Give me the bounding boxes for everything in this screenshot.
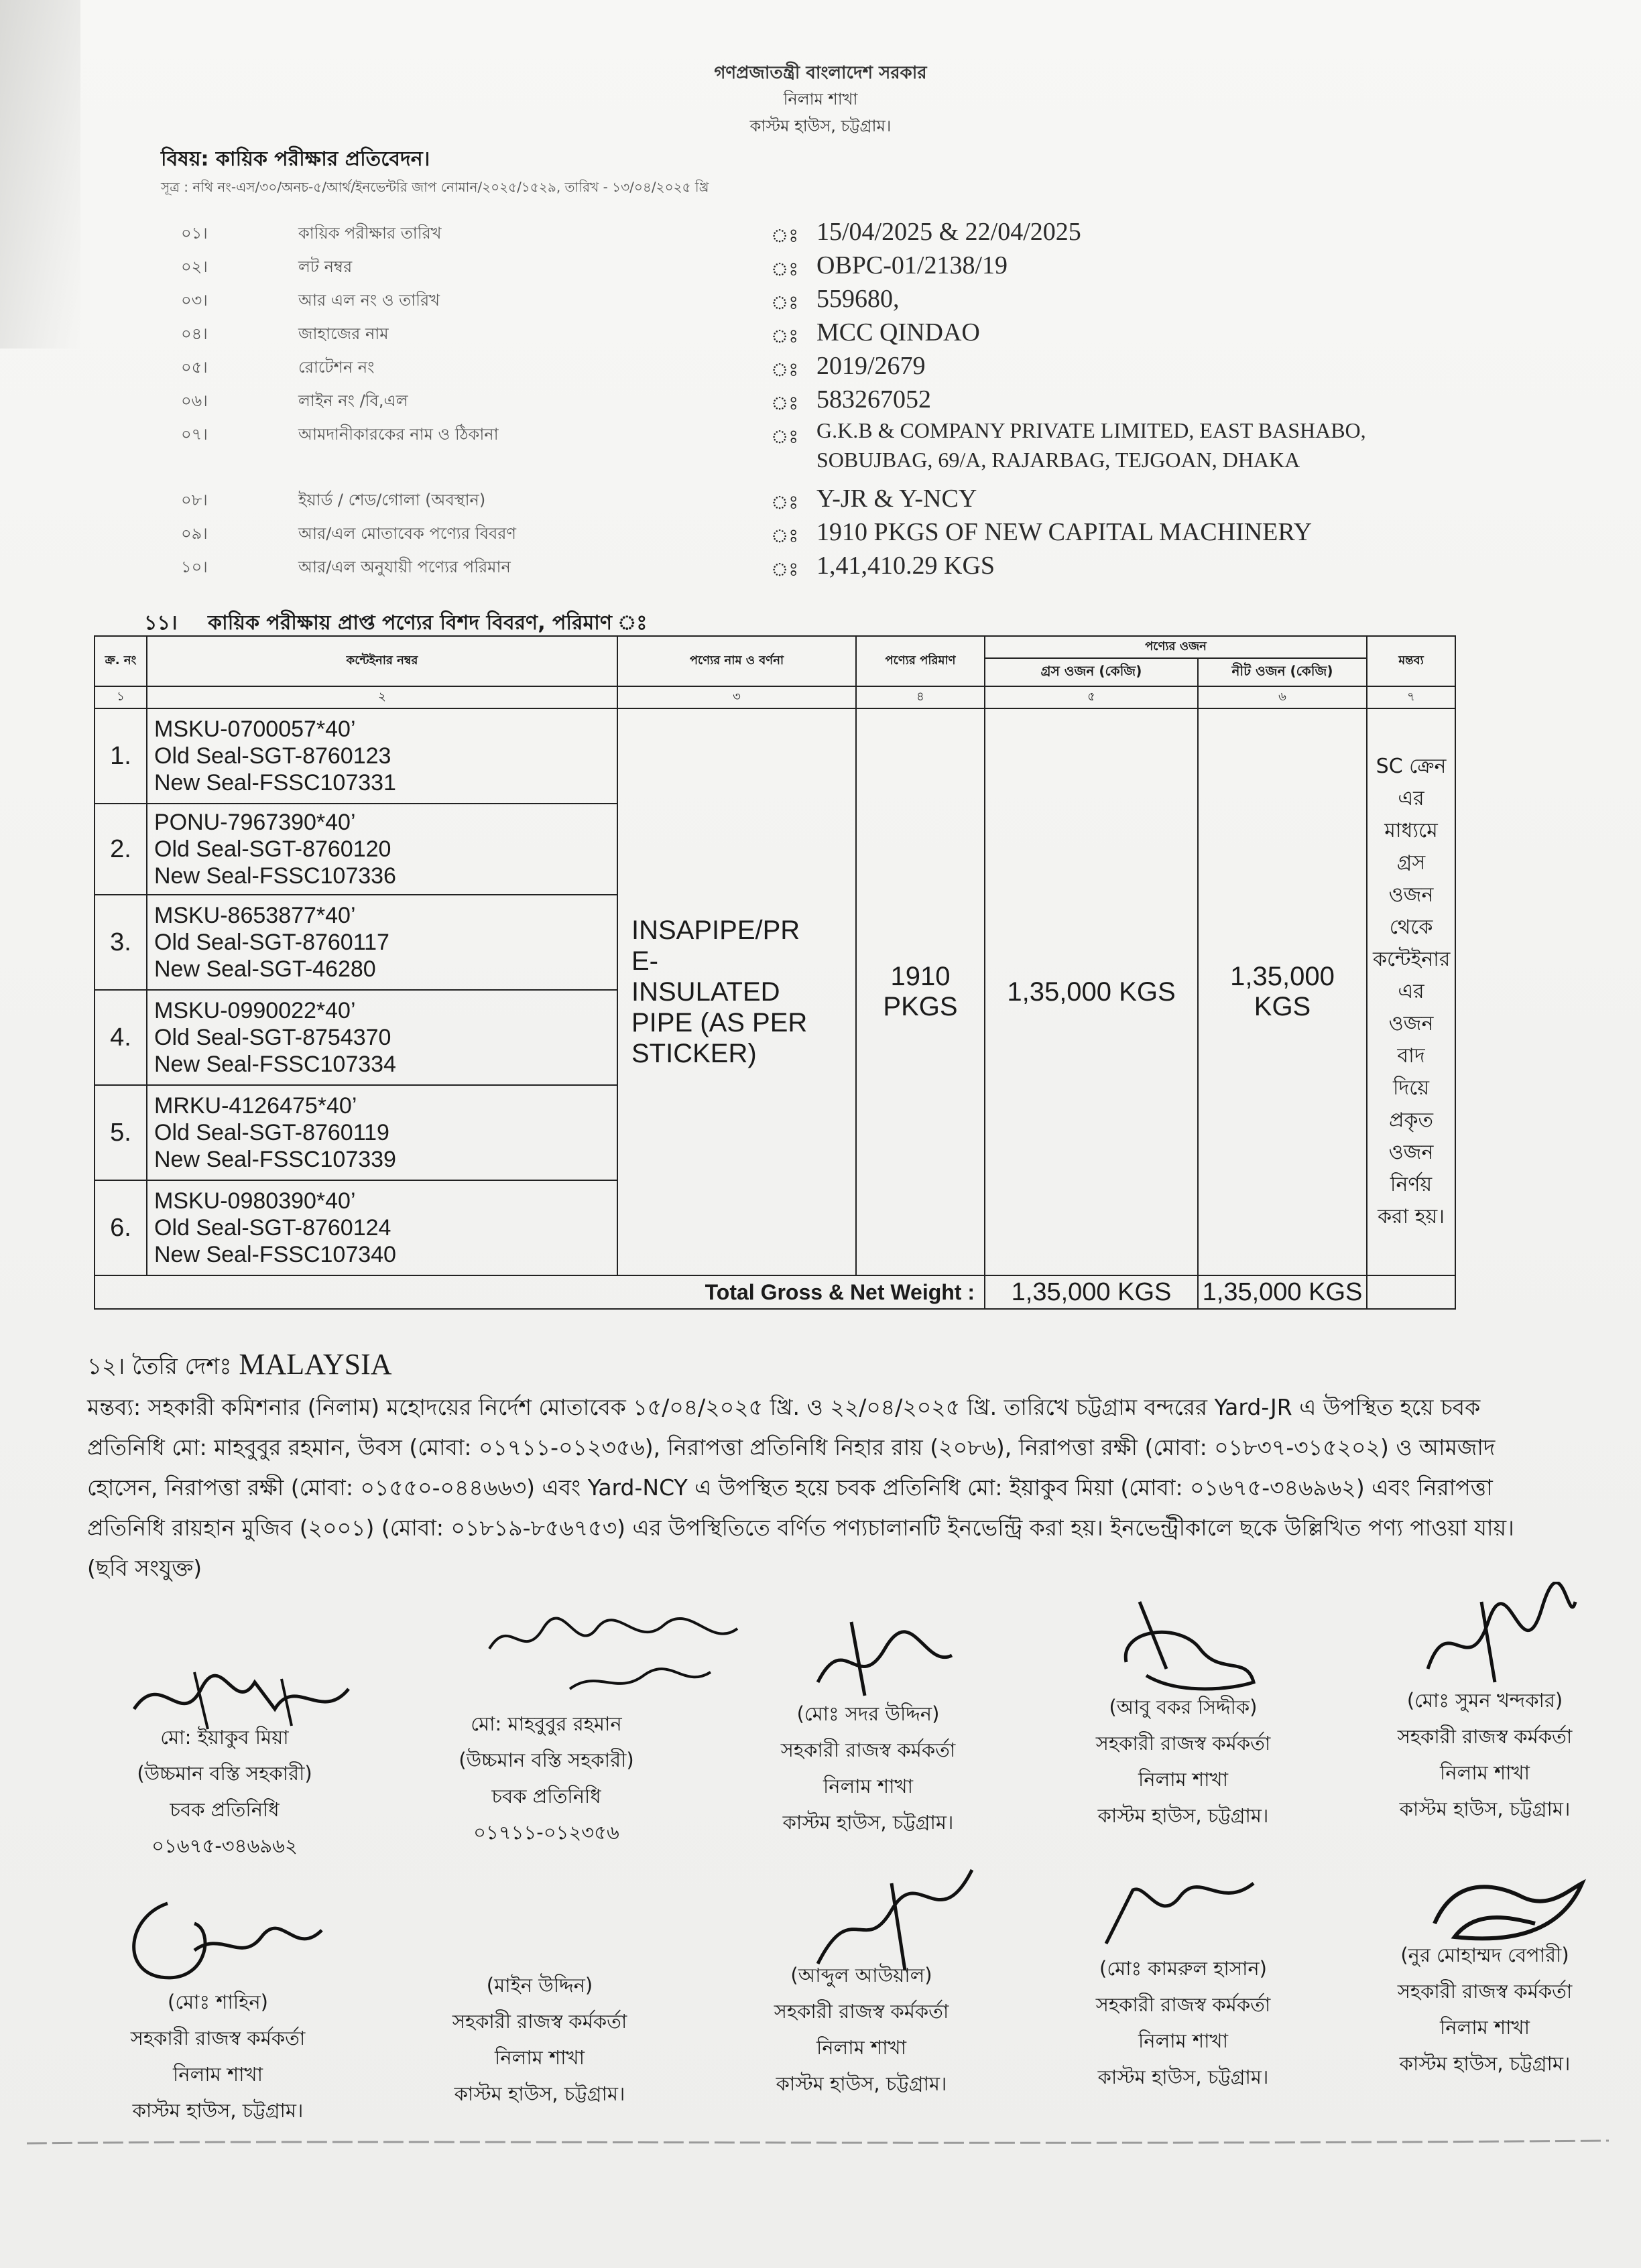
table-header-row [95, 636, 1455, 658]
header-serial: ক্র. নং [95, 636, 147, 686]
container-cell [147, 1180, 617, 1275]
column-number: ৫ [985, 686, 1198, 708]
row-serial: 2. [95, 804, 147, 895]
field-number: ০৩। [181, 291, 208, 310]
new-seal: New Seal-FSSC107339 [154, 1147, 396, 1172]
header-quantity: পণ্যের পরিমাণ [856, 636, 985, 686]
container-number: PONU-7967390*40’ [154, 810, 356, 835]
signature-scribble [1099, 1588, 1267, 1702]
signature-scribble [1093, 1870, 1267, 1957]
country-of-origin [87, 1347, 392, 1387]
field-value: 583267052 [816, 385, 931, 414]
field-value: 2019/2679 [816, 352, 926, 380]
net-weight-cell: 1,35,000 KGS [1198, 708, 1367, 1275]
bleed-through-line [0, 2138, 1641, 2147]
signature-scribble [1408, 1582, 1582, 1696]
signatory-contact: কাস্টম হাউস, চট্টগ্রাম। [782, 1811, 954, 1834]
signatory-contact: কাস্টম হাউস, চট্টগ্রাম। [1399, 2052, 1571, 2075]
field-number: ০৪। [181, 324, 208, 343]
signatory-block [74, 1984, 362, 2129]
field-label: কায়িক পরীক্ষার তারিখ [298, 224, 442, 243]
remarks-line: দিয়ে প্রকৃত [1389, 1076, 1433, 1132]
column-number: ১ [95, 686, 147, 708]
description-cell [617, 708, 856, 1275]
new-seal: New Seal-FSSC107334 [154, 1052, 396, 1077]
row-serial: 4. [95, 990, 147, 1085]
total-empty-cell [1367, 1275, 1455, 1309]
signatory-contact: কাস্টম হাউস, চট্টগ্রাম। [776, 2072, 947, 2095]
field-colon: ঃ [771, 258, 799, 280]
table-total-row [95, 1275, 1455, 1309]
signatory-office: নিলাম শাখা [495, 2046, 585, 2069]
signatory-designation: (উচ্চমান বস্তি সহকারী) [459, 1749, 634, 1771]
field-number: ১০। [181, 558, 208, 576]
field-number: ০২। [181, 257, 208, 276]
signatory-designation: সহকারী রাজস্ব কর্মকর্তা [780, 1739, 956, 1761]
signatory-office: চবক প্রতিনিধি [170, 1798, 280, 1821]
subject-line: বিষয়: কায়িক পরীক্ষার প্রতিবেদন। [161, 147, 430, 171]
signatory-block [1039, 1689, 1327, 1834]
old-seal: Old Seal-SGT-8760124 [154, 1215, 391, 1241]
field-row [0, 518, 1641, 555]
field-label: লট নম্বর [298, 257, 353, 276]
description-line: E- [631, 946, 658, 976]
container-number: MSKU-0980390*40’ [154, 1188, 356, 1214]
header-weight: পণ্যের ওজন [985, 636, 1367, 658]
signatory-designation: সহকারী রাজস্ব কর্মকর্তা [774, 2000, 949, 2023]
field-value: MCC QINDAO [816, 318, 980, 346]
remarks-line: ওজন নির্ণয় [1388, 1141, 1434, 1196]
header-remarks: মন্তব্য [1367, 636, 1455, 686]
field-colon: ঃ [771, 225, 799, 247]
reference-line: সূত্র : নথি নং-এস/৩০/অনচ-৫/আর্থ/ইনভেন্টরি জাপ নোমান/২০২৫/১৫২৯, তারিখ - ১৩/০৪/২০২৫ খ্রি [161, 179, 709, 195]
table-row [95, 708, 1455, 804]
field-value: 1910 PKGS OF NEW CAPITAL MACHINERY [816, 518, 1313, 546]
signatory-contact: কাস্টম হাউস, চট্টগ্রাম। [1097, 2066, 1269, 2088]
header-gross-weight: গ্রস ওজন (কেজি) [985, 658, 1198, 686]
old-seal: Old Seal-SGT-8760119 [154, 1120, 389, 1145]
old-seal: Old Seal-SGT-8760120 [154, 836, 391, 862]
field-label: ইয়ার্ড / শেড/গোলা (অবস্থান) [298, 491, 486, 509]
row-serial: 1. [95, 708, 147, 804]
field-row [0, 352, 1641, 389]
field-number: ০৮। [181, 491, 208, 509]
signatory-designation: সহকারী রাজস্ব কর্মকর্তা [130, 2027, 306, 2050]
signatory-designation: সহকারী রাজস্ব কর্মকর্তা [1095, 1732, 1271, 1755]
old-seal: Old Seal-SGT-8760123 [154, 743, 391, 769]
signature-scribble [469, 1609, 751, 1709]
signature-scribble [791, 1609, 965, 1702]
signatory-contact: কাস্টম হাউস, চট্টগ্রাম। [1097, 1804, 1269, 1827]
header-net-weight: নীট ওজন (কেজি) [1198, 658, 1367, 686]
container-number: MSKU-0700057*40’ [154, 716, 356, 742]
field-value: 1,41,410.29 KGS [816, 552, 995, 580]
remarks-line: ওজন বাদ [1388, 1012, 1434, 1068]
signatory-block [396, 1967, 684, 2112]
field-row [0, 485, 1641, 521]
field-colon: ঃ [771, 558, 799, 580]
field-colon: ঃ [771, 359, 799, 381]
signatory-block [402, 1706, 690, 1850]
field-label: জাহাজের নাম [298, 324, 389, 343]
container-cell [147, 990, 617, 1085]
signatory-name: (মোঃ সদর উদ্দিন) [796, 1702, 940, 1725]
remarks-line: মাধ্যমে গ্রস [1384, 819, 1438, 875]
container-number: MSKU-0990022*40’ [154, 998, 356, 1023]
signatory-contact: কাস্টম হাউস, চট্টগ্রাম। [454, 2082, 625, 2105]
signatory-block [1341, 1682, 1629, 1827]
header-government: গণপ্রজাতন্ত্রী বাংলাদেশ সরকার [714, 63, 927, 83]
signatory-office: চবক প্রতিনিধি [491, 1785, 601, 1808]
column-number: ৬ [1198, 686, 1367, 708]
total-label: Total Gross & Net Weight : [95, 1275, 985, 1309]
signatory-contact: ০১৬৭৫-৩৪৬৯৬২ [151, 1834, 298, 1857]
signatory-block [717, 1957, 1006, 2102]
container-number: MRKU-4126475*40’ [154, 1093, 357, 1119]
signatory-name: (আব্দুল আউয়াল) [790, 1964, 932, 1987]
signatory-name: (মোঃ সুমন খন্দকার) [1406, 1689, 1563, 1712]
quantity-cell [856, 708, 985, 1275]
field-row [0, 385, 1641, 422]
remarks-line: কন্টেইনার এর [1373, 948, 1451, 1003]
signatory-name: (আবু বকর সিদ্দীক) [1109, 1696, 1258, 1718]
description-line: INSULATED [631, 977, 780, 1007]
signatory-name: মো: মাহবুবুর রহমান [471, 1712, 622, 1735]
signatory-designation: সহকারী রাজস্ব কর্মকর্তা [1397, 1980, 1573, 2003]
quantity-line: 1910 [890, 962, 951, 991]
field-label: আর এল নং ও তারিখ [298, 291, 440, 310]
field-row [0, 218, 1641, 255]
field-colon: ঃ [771, 491, 799, 513]
signatory-block [80, 1719, 369, 1864]
inventory-table [94, 635, 1456, 1310]
row-serial: 3. [95, 895, 147, 990]
field-label: রোটেশন নং [298, 358, 375, 377]
signatory-name: (মাইন উদ্দিন) [486, 1974, 593, 1997]
signatory-block [724, 1696, 1012, 1840]
field-value: OBPC-01/2138/19 [816, 251, 1008, 279]
total-gross: 1,35,000 KGS [985, 1275, 1198, 1309]
remarks-line: ওজন থেকে [1388, 883, 1434, 939]
remarks-line: SC ক্রেন এর [1376, 755, 1447, 810]
column-number: ৪ [856, 686, 985, 708]
field-label: লাইন নং /বি,এল [298, 391, 408, 410]
row-serial: 5. [95, 1085, 147, 1180]
signatory-office: নিলাম শাখা [1138, 2029, 1228, 2052]
section-11-title: কায়িক পরীক্ষায় প্রাপ্ত পণ্যের বিশদ বিবরণ, পরিমাণ ঃ [208, 611, 648, 635]
signatory-office: নিলাম শাখা [173, 2063, 263, 2086]
quantity-line: PKGS [883, 992, 958, 1021]
field-number: ০১। [181, 224, 208, 243]
field-colon: ঃ [771, 325, 799, 347]
field-row [0, 285, 1641, 322]
section-11-number: ১১। [144, 611, 178, 635]
description-line: STICKER) [631, 1039, 757, 1068]
field-row [0, 418, 1641, 483]
signatory-name: (নুর মোহাম্মদ বেপারী) [1400, 1944, 1569, 1966]
field-value: G.K.B & COMPANY PRIVATE LIMITED, EAST BASHABO, [816, 418, 1366, 442]
field-value: 15/04/2025 & 22/04/2025 [816, 218, 1081, 246]
signatory-office: নিলাম শাখা [1138, 1768, 1228, 1791]
remarks-line: করা হয়। [1378, 1205, 1445, 1228]
signatory-name: মো: ইয়াকুব মিয়া [160, 1726, 289, 1749]
new-seal: New Seal-SGT-46280 [154, 956, 376, 982]
field-number: ০৯। [181, 524, 208, 543]
row-serial: 6. [95, 1180, 147, 1275]
old-seal: Old Seal-SGT-8754370 [154, 1025, 391, 1050]
field-number: ০৭। [181, 425, 208, 444]
container-number: MSKU-8653877*40’ [154, 903, 356, 928]
signatory-office: নিলাম শাখা [1440, 2016, 1530, 2039]
container-cell [147, 804, 617, 895]
signatory-office: নিলাম শাখা [1440, 1761, 1530, 1784]
field-number: ০৬। [181, 391, 208, 410]
field-colon: ঃ [771, 392, 799, 414]
header-section: নিলাম শাখা [783, 90, 858, 109]
signatory-name: (মোঃ কামরুল হাসান) [1099, 1957, 1267, 1980]
description-line: PIPE (AS PER [631, 1008, 808, 1037]
new-seal: New Seal-FSSC107331 [154, 770, 396, 796]
container-cell [147, 1085, 617, 1180]
total-net: 1,35,000 KGS [1198, 1275, 1367, 1309]
field-colon: ঃ [771, 292, 799, 314]
header-container: কন্টেইনার নম্বর [147, 636, 617, 686]
signatory-designation: সহকারী রাজস্ব কর্মকর্তা [452, 2010, 627, 2033]
description-line: INSAPIPE/PR [631, 916, 800, 945]
remarks-paragraph: মন্তব্য: সহকারী কমিশনার (নিলাম) মহোদয়ের নির্দেশ মোতাবেক ১৫/০৪/২০২৫ খ্রি. ও ২২/০৪/২০২৫ খ্রি. তারিখে চট্টগ্রাম বন্দরের Yard-JR এ উপস্থিত হয়ে চবক প্রতিনিধি মো: মাহবুবুর রহমান, উবস (মোবা: ০১৭১১-০১২৩৫৬), নিরাপত্তা প্রতিনিধি নিহার রায় (২০৮৬), নিরাপত্তা রক্ষী (মোবা: ০১৮৩৭-৩১৫২০২) ও আমজাদ হোসেন, নিরাপত্তা রক্ষী (মোবা: ০১৫৫০-০৪৪৬৬৩) এবং Yard-NCY এ উপস্থিত হয়ে চবক প্রতিনিধি মো: ইয়াকুব মিয়া (মোবা: ০১৬৭৫-৩৪৬৯৬২) এবং নিরাপত্তা প্রতিনিধি রায়হান মুজিব (২০০১) (মোবা: ০১৮১৯-৮৫৬৭৫৩) এর উপস্থিতিতে বর্ণিত পণ্যচালানটি ইনভেন্ট্রি করা হয়। ইনভেন্ট্রীকালে ছকে উল্লিখিত পণ্য পাওয়া যায়। (ছবি সংযুক্ত) [87, 1394, 1514, 1581]
field-label: আর/এল অনুযায়ী পণ্যের পরিমান [298, 558, 511, 576]
signatory-contact: কাস্টম হাউস, চট্টগ্রাম। [1399, 1798, 1571, 1820]
field-colon: ঃ [771, 525, 799, 547]
field-number: ০৫। [181, 358, 208, 377]
table-column-number-row [95, 686, 1455, 708]
signatory-contact: ০১৭১১-০১২৩৫৬ [473, 1821, 619, 1844]
signatory-designation: সহকারী রাজস্ব কর্মকর্তা [1397, 1725, 1573, 1748]
field-colon: ঃ [771, 426, 799, 448]
signatory-contact: কাস্টম হাউস, চট্টগ্রাম। [132, 2099, 304, 2122]
field-row [0, 251, 1641, 288]
signatory-block [1341, 1937, 1629, 2082]
new-seal: New Seal-FSSC107336 [154, 863, 396, 889]
signatory-block [1039, 1950, 1327, 2095]
remarks-cell [1367, 708, 1455, 1275]
country-value: MALAYSIA [239, 1348, 392, 1381]
header-office: কাস্টম হাউস, চট্টগ্রাম। [749, 117, 892, 135]
field-label: আর/এল মোতাবেক পণ্যের বিবরণ [298, 524, 516, 543]
field-value: 559680, [816, 285, 900, 313]
column-number: ২ [147, 686, 617, 708]
gross-weight-cell: 1,35,000 KGS [985, 708, 1198, 1275]
column-number: ৭ [1367, 686, 1455, 708]
signature-scribble [114, 1890, 335, 1991]
header-description: পণ্যের নাম ও বর্ণনা [617, 636, 856, 686]
field-value-line2: SOBUJBAG, 69/A, RAJARBAG, TEJGOAN, DHAKA [816, 448, 1300, 472]
old-seal: Old Seal-SGT-8760117 [154, 930, 389, 955]
container-cell [147, 708, 617, 804]
container-cell [147, 895, 617, 990]
signatory-designation: সহকারী রাজস্ব কর্মকর্তা [1095, 1993, 1271, 2016]
signatory-designation: (উচ্চমান বস্তি সহকারী) [137, 1762, 312, 1785]
signatory-office: নিলাম শাখা [816, 2036, 906, 2059]
country-label: ১২। তৈরি দেশঃ [87, 1353, 232, 1380]
signatory-name: (মোঃ শাহিন) [168, 1991, 268, 2013]
new-seal: New Seal-FSSC107340 [154, 1242, 396, 1267]
signatory-office: নিলাম শাখা [823, 1775, 913, 1798]
field-label: আমদানীকারকের নাম ও ঠিকানা [298, 425, 499, 444]
field-row [0, 552, 1641, 588]
field-value: Y-JR & Y-NCY [816, 485, 977, 513]
column-number: ৩ [617, 686, 856, 708]
field-row [0, 318, 1641, 355]
